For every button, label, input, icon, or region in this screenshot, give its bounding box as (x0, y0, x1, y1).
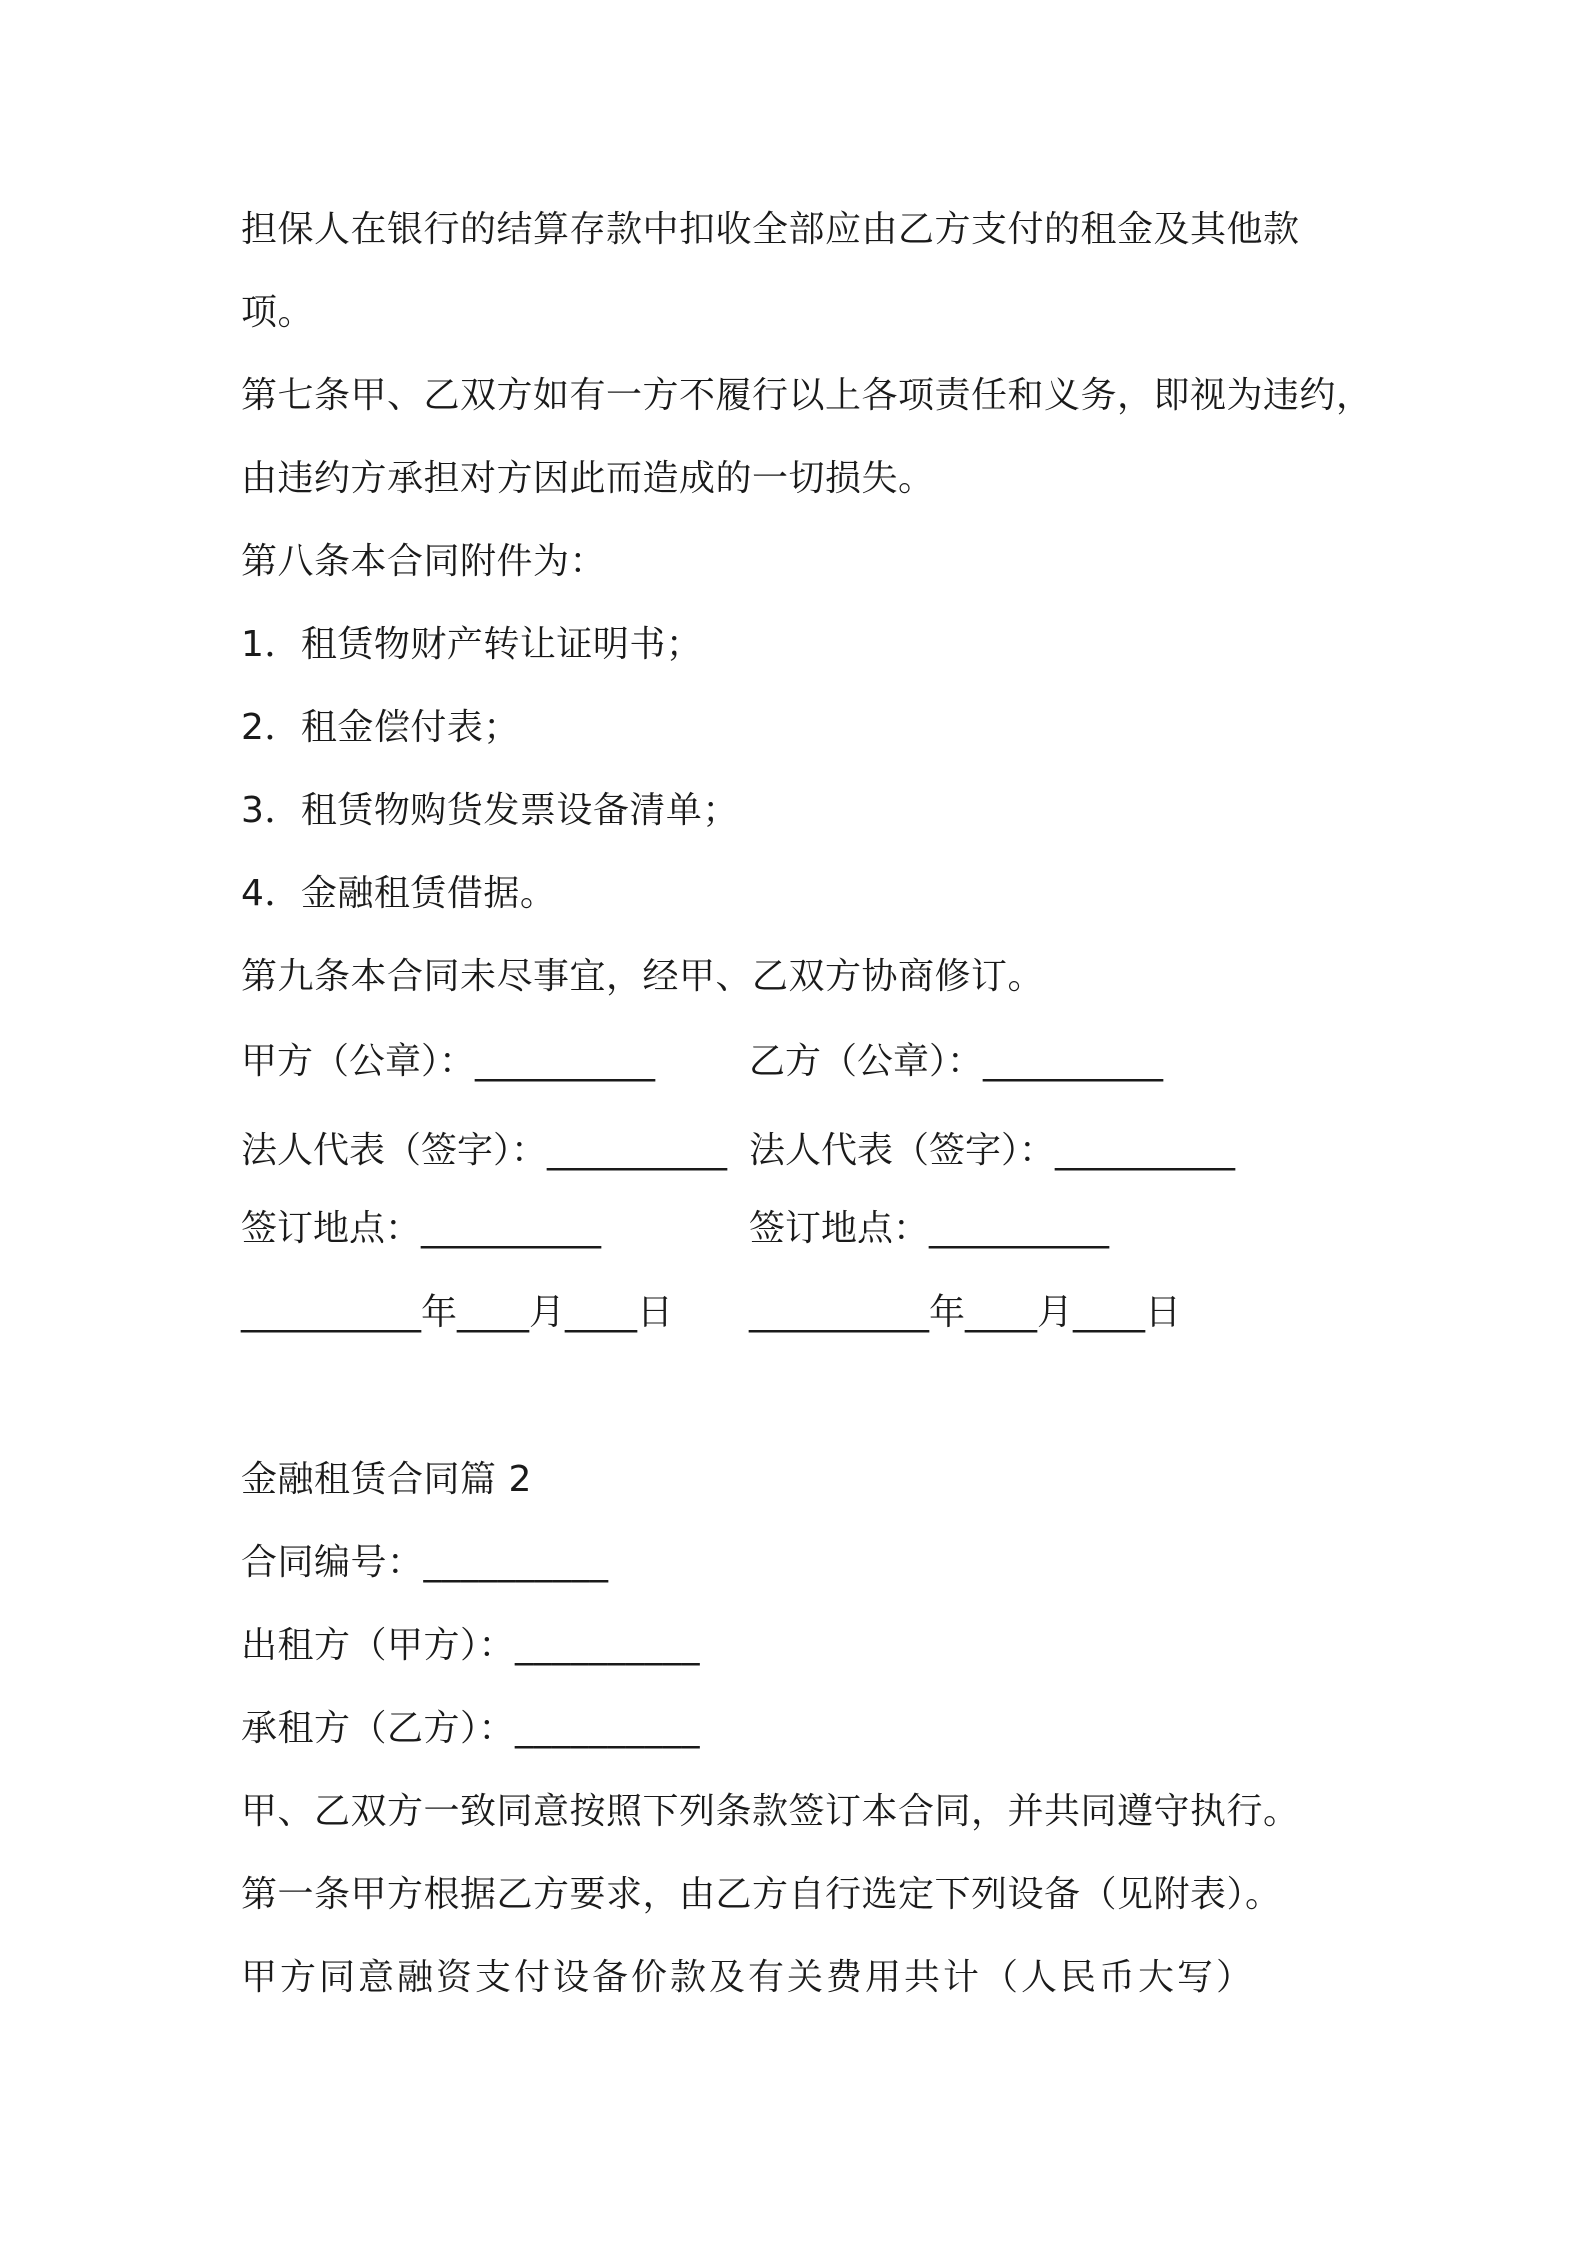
date-b-field: __________年____月____日 (749, 1292, 1181, 1333)
attachment-item-2: 2．租金偿付表； (241, 707, 520, 748)
place-a-field: 签订地点：__________ (241, 1208, 602, 1249)
contract-number-field: 合同编号：__________ (241, 1542, 609, 1583)
paragraph-line: 担保人在银行的结算存款中扣收全部应由乙方支付的租金及其他款 (241, 209, 1300, 250)
party-b-seal-field: 乙方（公章）：__________ (749, 1041, 1164, 1082)
paragraph-line: 由违约方承担对方因此而造成的一切损失。 (241, 458, 935, 499)
legal-rep-b-field: 法人代表（签字）：__________ (749, 1130, 1236, 1171)
lessee-field: 承租方（乙方）：__________ (241, 1708, 701, 1749)
legal-rep-a-field: 法人代表（签字）：__________ (241, 1130, 728, 1171)
place-b-field: 签订地点：__________ (749, 1208, 1110, 1249)
article-9-line: 第九条本合同未尽事宜，经甲、乙双方协商修订。 (241, 956, 1045, 997)
agreement-line: 甲、乙双方一致同意按照下列条款签订本合同，并共同遵守执行。 (241, 1791, 1300, 1832)
lessor-field: 出租方（甲方）：__________ (241, 1625, 701, 1666)
date-a-field: __________年____月____日 (241, 1292, 673, 1333)
section-2-title: 金融租赁合同篇 2 (241, 1459, 532, 1500)
article-8-heading: 第八条本合同附件为： (241, 541, 607, 582)
party-a-seal-field: 甲方（公章）：__________ (241, 1041, 656, 1082)
article-7-line: 第七条甲、乙双方如有一方不履行以上各项责任和义务，即视为违约， (241, 375, 1373, 416)
attachment-item-1: 1．租赁物财产转让证明书； (241, 624, 703, 665)
paragraph-line: 项。 (241, 292, 315, 333)
attachment-item-3: 3．租赁物购货发票设备清单； (241, 790, 739, 831)
article-1-continuation: 甲方同意融资支付设备价款及有关费用共计（人民币大写） (241, 1957, 1256, 1998)
attachment-item-4: 4．金融租赁借据。 (241, 873, 557, 914)
article-1-line: 第一条甲方根据乙方要求，由乙方自行选定下列设备（见附表）。 (241, 1874, 1282, 1915)
